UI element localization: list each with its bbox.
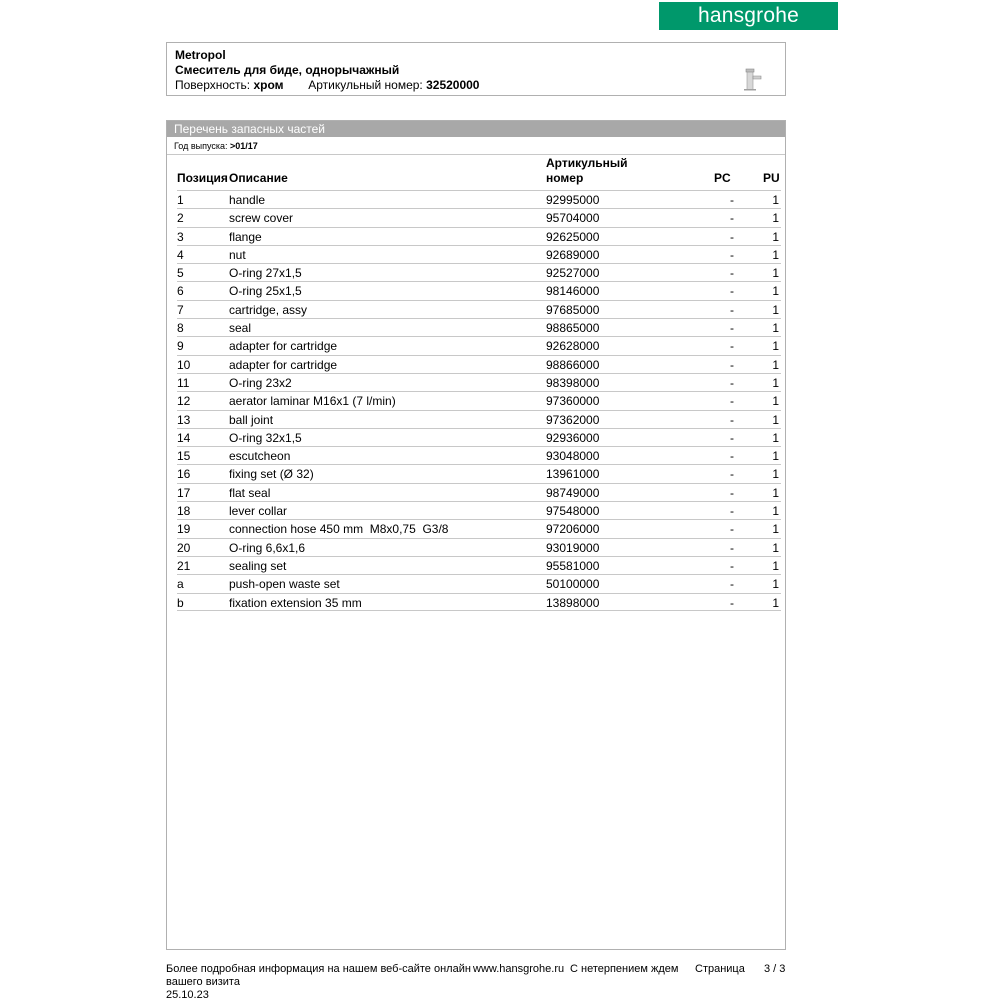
- row-description: escutcheon: [229, 449, 291, 464]
- table-row: [177, 446, 781, 464]
- row-description: cartridge, assy: [229, 302, 308, 317]
- row-description: nut: [229, 247, 246, 262]
- header-description: Описание: [229, 171, 288, 185]
- table-row: [177, 336, 781, 354]
- article-value: 32520000: [426, 78, 480, 92]
- row-position: 19: [177, 522, 191, 537]
- article-label: Артикульный номер:: [308, 78, 423, 92]
- row-pu: 1: [772, 375, 779, 390]
- row-article-number: 92527000: [546, 266, 600, 281]
- product-meta: [175, 78, 479, 92]
- row-description: handle: [229, 193, 266, 207]
- row-position: 5: [177, 266, 184, 281]
- row-pc: -: [730, 540, 734, 555]
- row-article-number: 13961000: [546, 467, 600, 482]
- row-pu: 1: [772, 577, 779, 592]
- row-pc: -: [730, 229, 734, 244]
- row-pu: 1: [772, 540, 779, 555]
- row-article-number: 92936000: [546, 430, 600, 445]
- row-pu: 1: [772, 485, 779, 500]
- row-pc: -: [730, 467, 734, 482]
- row-pu: 1: [772, 193, 779, 207]
- header-article-line1: Артикульный: [546, 156, 628, 170]
- footer-website-link[interactable]: www.hansgrohe.ru: [473, 963, 565, 975]
- surface-value: хром: [253, 78, 284, 92]
- row-pu: 1: [772, 504, 779, 519]
- footer-greeting-line2: вашего визита: [166, 976, 240, 988]
- row-article-number: 92625000: [546, 229, 600, 244]
- table-row: [177, 227, 781, 245]
- table-row: [177, 190, 781, 208]
- table-row: [177, 373, 781, 391]
- table-row: [177, 391, 781, 409]
- table-row: [177, 300, 781, 318]
- row-pu: 1: [772, 558, 779, 573]
- row-pc: -: [730, 504, 734, 519]
- row-pc: -: [730, 321, 734, 336]
- row-pc: -: [730, 193, 734, 207]
- table-row: [177, 355, 781, 373]
- row-description: O-ring 32x1,5: [229, 430, 302, 445]
- row-pc: -: [730, 449, 734, 464]
- row-position: 10: [177, 357, 191, 372]
- row-pc: -: [730, 430, 734, 445]
- row-pu: 1: [772, 394, 779, 409]
- table-row: [177, 263, 781, 281]
- row-article-number: 97548000: [546, 504, 600, 519]
- table-row: [177, 464, 781, 482]
- table-row: [177, 245, 781, 263]
- row-pu: 1: [772, 449, 779, 464]
- row-pu: 1: [772, 595, 779, 610]
- row-description: adapter for cartridge: [229, 339, 338, 354]
- row-pu: 1: [772, 211, 779, 226]
- row-pc: -: [730, 485, 734, 500]
- row-article-number: 93048000: [546, 449, 600, 464]
- row-description: fixing set (Ø 32): [229, 467, 314, 482]
- hansgrohe-logo: hansgrohe: [659, 2, 838, 30]
- row-article-number: 98398000: [546, 375, 600, 390]
- row-article-number: 97685000: [546, 302, 600, 317]
- row-pc: -: [730, 357, 734, 372]
- row-pc: -: [730, 339, 734, 354]
- row-pu: 1: [772, 412, 779, 427]
- row-position: 16: [177, 467, 191, 482]
- row-position: 18: [177, 504, 191, 519]
- row-pu: 1: [772, 357, 779, 372]
- table-row: [177, 556, 781, 574]
- row-description: connection hose 450 mm M8x0,75 G3/8: [229, 522, 449, 537]
- row-article-number: 93019000: [546, 540, 600, 555]
- row-pu: 1: [772, 229, 779, 244]
- row-position: 11: [177, 375, 190, 390]
- row-pu: 1: [772, 467, 779, 482]
- row-pc: -: [730, 211, 734, 226]
- row-position: 3: [177, 229, 184, 244]
- row-article-number: 98146000: [546, 284, 600, 299]
- product-header: [166, 42, 786, 96]
- footer-date: 25.10.23: [166, 989, 209, 1001]
- header-position: Позиция: [177, 171, 228, 185]
- table-row: [177, 208, 781, 226]
- section-title: Перечень запасных частей: [167, 121, 785, 137]
- row-article-number: 97362000: [546, 412, 600, 427]
- row-position: 15: [177, 449, 191, 464]
- row-position: 9: [177, 339, 184, 354]
- table-row: [177, 483, 781, 501]
- row-article-number: 50100000: [546, 577, 600, 592]
- header-pc: PC: [714, 171, 731, 185]
- footer-info: [166, 963, 471, 975]
- row-article-number: 95704000: [546, 211, 600, 226]
- row-pc: -: [730, 522, 734, 537]
- row-description: push-open waste set: [229, 577, 340, 592]
- footer-page-label: Страница: [695, 963, 745, 975]
- row-pc: -: [730, 247, 734, 262]
- production-year: [174, 141, 258, 151]
- row-position: 2: [177, 211, 184, 226]
- row-position: a: [177, 577, 184, 592]
- year-label: Год выпуска:: [174, 141, 228, 151]
- row-position: 21: [177, 558, 191, 573]
- row-article-number: 95581000: [546, 558, 600, 573]
- footer-info-text: Более подробная информация на нашем веб-сайте онлайн: [166, 963, 471, 975]
- header-pu: PU: [763, 171, 780, 185]
- row-description: ball joint: [229, 412, 274, 427]
- row-description: fixation extension 35 mm: [229, 595, 362, 610]
- surface-label: Поверхность:: [175, 78, 251, 92]
- divider: [167, 154, 785, 155]
- row-article-number: 92995000: [546, 193, 600, 207]
- row-description: O-ring 23x2: [229, 375, 292, 390]
- row-description: adapter for cartridge: [229, 357, 338, 372]
- footer-page-value: 3 / 3: [764, 963, 786, 975]
- row-position: 1: [177, 193, 184, 207]
- product-name: Metropol: [175, 48, 226, 62]
- row-article-number: 98865000: [546, 321, 600, 336]
- row-position: 17: [177, 485, 191, 500]
- product-description: Смеситель для биде, однорычажный: [175, 63, 400, 77]
- row-position: 7: [177, 302, 184, 317]
- row-position: 20: [177, 540, 191, 555]
- table-row: [177, 538, 781, 556]
- row-pc: -: [730, 302, 734, 317]
- row-article-number: 98866000: [546, 357, 600, 372]
- row-description: flat seal: [229, 485, 271, 500]
- row-pc: -: [730, 375, 734, 390]
- table-row: [177, 501, 781, 519]
- row-pc: -: [730, 412, 734, 427]
- table-row: [177, 428, 781, 446]
- row-article-number: 92689000: [546, 247, 600, 262]
- row-pu: 1: [772, 247, 779, 262]
- row-pc: -: [730, 394, 734, 409]
- row-position: 4: [177, 247, 184, 262]
- row-article-number: 92628000: [546, 339, 600, 354]
- row-pu: 1: [772, 522, 779, 537]
- year-value: >01/17: [230, 141, 258, 151]
- spare-parts-panel: [166, 120, 786, 950]
- row-description: screw cover: [229, 211, 294, 226]
- table-row: [177, 593, 781, 611]
- row-article-number: 97206000: [546, 522, 600, 537]
- row-article-number: 97360000: [546, 394, 600, 409]
- row-pu: 1: [772, 284, 779, 299]
- row-article-number: 98749000: [546, 485, 600, 500]
- row-position: 8: [177, 321, 184, 336]
- faucet-thumbnail-icon: [741, 67, 765, 91]
- row-position: 13: [177, 412, 191, 427]
- row-description: sealing set: [229, 558, 287, 573]
- table-row: [177, 410, 781, 428]
- parts-table: [177, 190, 781, 611]
- row-position: 14: [177, 430, 191, 445]
- row-description: O-ring 6,6x1,6: [229, 540, 306, 555]
- row-pc: -: [730, 558, 734, 573]
- row-description: aerator laminar M16x1 (7 l/min): [229, 394, 396, 409]
- table-row: [177, 281, 781, 299]
- row-pc: -: [730, 595, 734, 610]
- footer-greeting-line1: С нетерпением ждем: [570, 963, 679, 975]
- table-row: [177, 574, 781, 592]
- header-article-line2: номер: [546, 171, 584, 185]
- table-row: [177, 519, 781, 537]
- row-position: b: [177, 595, 184, 610]
- row-description: O-ring 25x1,5: [229, 284, 302, 299]
- row-description: O-ring 27x1,5: [229, 266, 302, 281]
- row-pu: 1: [772, 302, 779, 317]
- row-pu: 1: [772, 430, 779, 445]
- row-pu: 1: [772, 321, 779, 336]
- table-row: [177, 318, 781, 336]
- row-pc: -: [730, 266, 734, 281]
- row-pc: -: [730, 577, 734, 592]
- row-description: lever collar: [229, 504, 288, 519]
- row-description: seal: [229, 321, 252, 336]
- row-pu: 1: [772, 339, 779, 354]
- row-description: flange: [229, 229, 262, 244]
- row-position: 12: [177, 394, 191, 409]
- row-pu: 1: [772, 266, 779, 281]
- row-article-number: 13898000: [546, 595, 600, 610]
- row-pc: -: [730, 284, 734, 299]
- row-position: 6: [177, 284, 184, 299]
